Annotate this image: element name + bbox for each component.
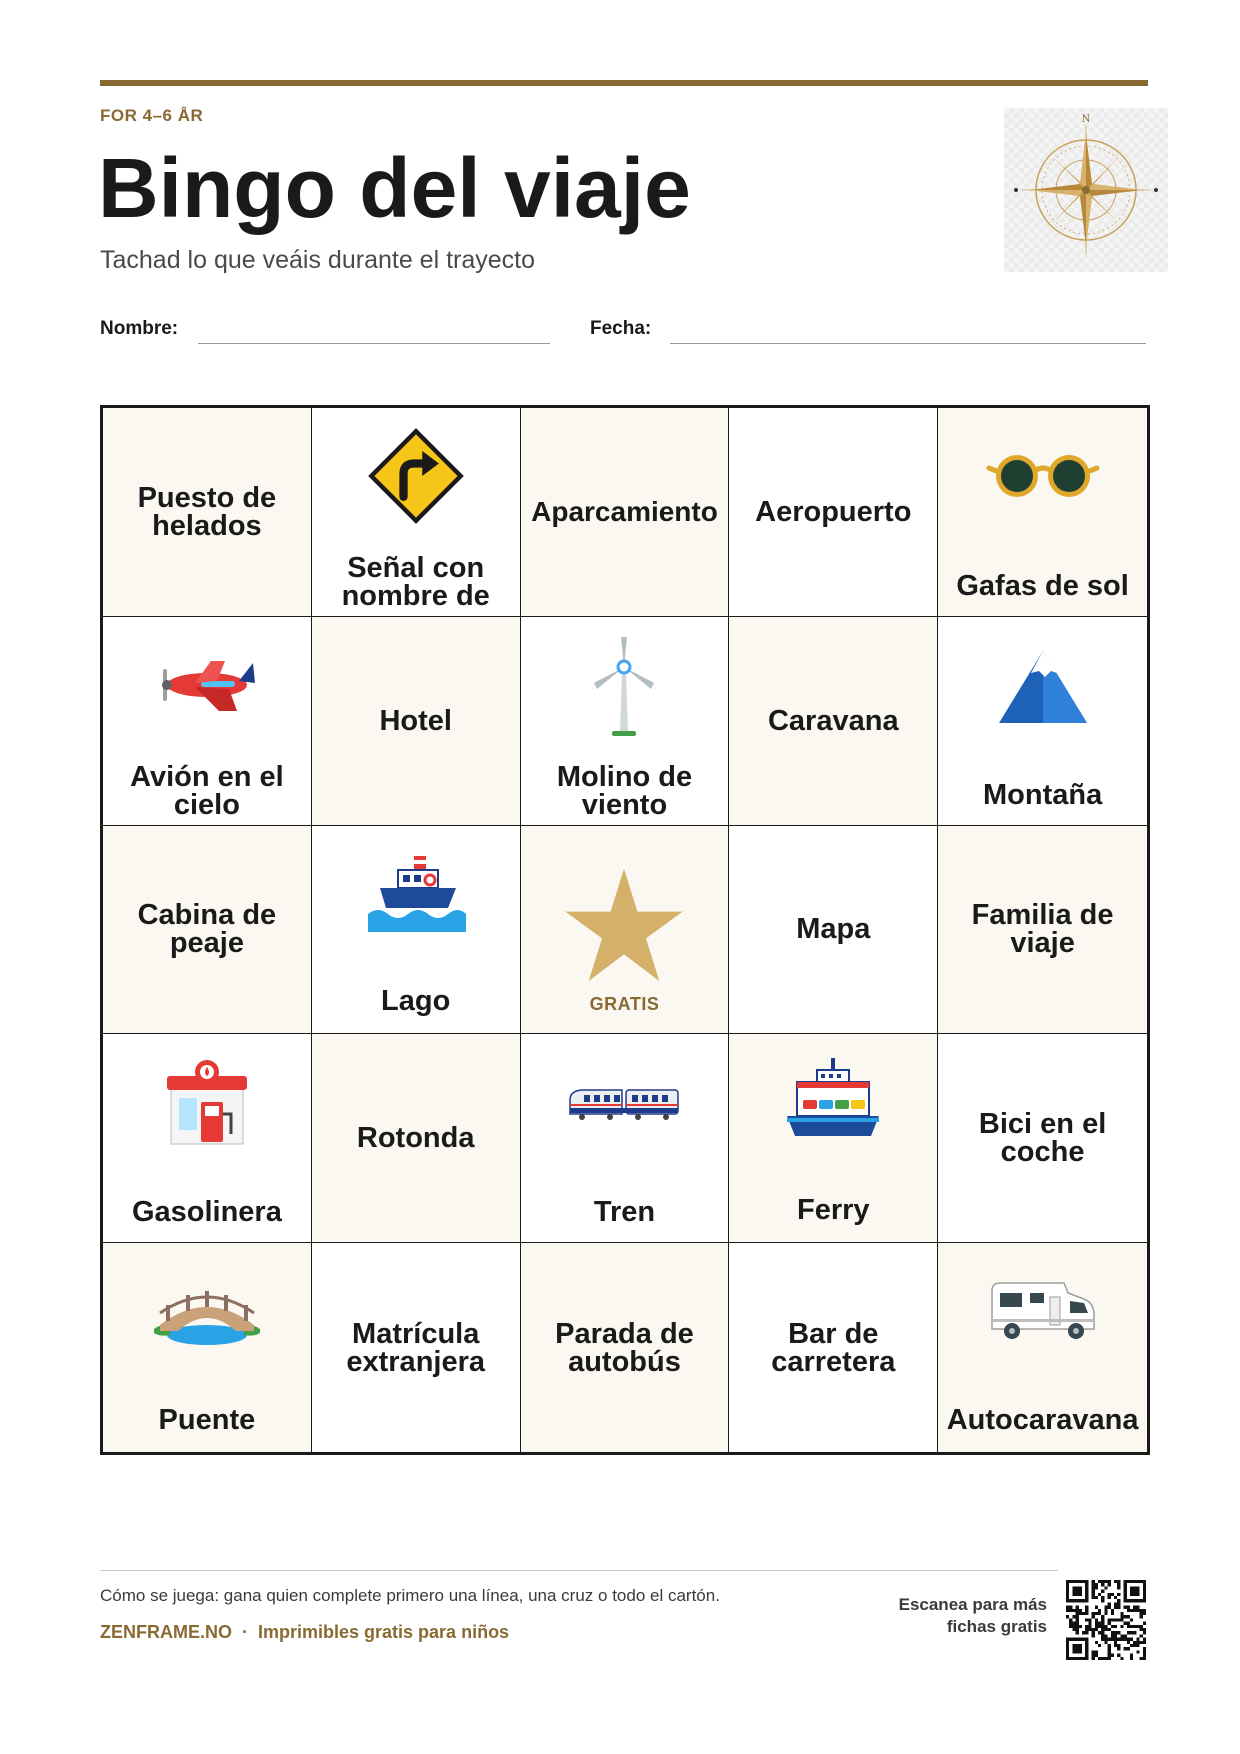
- footer-divider: [100, 1570, 1058, 1571]
- brand-tagline: Imprimibles gratis para niños: [258, 1622, 510, 1642]
- bingo-cell-map[interactable]: [729, 826, 938, 1035]
- bingo-cell-toll-booth[interactable]: [103, 826, 312, 1035]
- bingo-cell-windmill[interactable]: [521, 617, 730, 826]
- bridge-icon: [152, 1283, 262, 1347]
- boat-icon: [366, 854, 466, 938]
- mountain-icon: [995, 647, 1091, 727]
- cell-label: Tren: [593, 1196, 656, 1229]
- cell-label: Rotonda: [356, 1122, 475, 1155]
- free-label: GRATIS: [589, 994, 660, 1015]
- bingo-cell-roadside-bar[interactable]: [729, 1243, 938, 1452]
- airplane-icon: [157, 651, 257, 719]
- cell-label: Puente: [158, 1404, 256, 1436]
- bingo-cell-foreign-plate[interactable]: [312, 1243, 521, 1452]
- top-rule: [100, 80, 1148, 86]
- name-field[interactable]: [198, 343, 550, 344]
- wind-turbine-icon: [584, 633, 664, 741]
- bingo-cell-bridge[interactable]: [103, 1243, 312, 1452]
- cell-label: Cabina de peaje: [137, 899, 277, 960]
- how-to-play-text: Cómo se juega: gana quien complete primero una línea, una cruz o todo el cartón.: [100, 1586, 720, 1605]
- cell-label: Gafas de sol: [956, 569, 1129, 602]
- cell-label: Caravana: [767, 704, 899, 737]
- bingo-cell-parking[interactable]: [521, 408, 730, 617]
- page-title: Bingo del viaje: [98, 141, 691, 235]
- bingo-cell-road-sign[interactable]: [312, 408, 521, 617]
- bingo-cell-hotel[interactable]: [312, 617, 521, 826]
- brand-line: [100, 1622, 509, 1643]
- name-label: Nombre:: [100, 318, 179, 339]
- svg-text:N: N: [1081, 114, 1091, 125]
- bingo-cell-bus-stop[interactable]: [521, 1243, 730, 1452]
- cell-label: Mapa: [796, 913, 871, 946]
- cell-label: Familia de viaje: [971, 899, 1114, 960]
- bingo-cell-train[interactable]: [521, 1034, 730, 1243]
- bingo-cell-free[interactable]: [521, 826, 730, 1035]
- sunglasses-icon: [985, 446, 1101, 502]
- scan-text: Escanea para más fichas gratis: [898, 1595, 1047, 1636]
- bingo-cell-caravan[interactable]: [729, 617, 938, 826]
- bingo-cell-roundabout[interactable]: [312, 1034, 521, 1243]
- date-field[interactable]: [670, 343, 1146, 344]
- star-icon: [563, 866, 685, 984]
- cell-label: Bici en el coche: [978, 1108, 1107, 1169]
- cell-label: Hotel: [379, 704, 452, 737]
- cell-label: Gasolinera: [131, 1196, 282, 1229]
- bingo-cell-ice-cream[interactable]: [103, 408, 312, 617]
- page-subtitle: Tachad lo que veáis durante el trayecto: [100, 246, 535, 274]
- cell-label: Lago: [381, 985, 451, 1018]
- cell-label: Señal con nombre de: [341, 551, 490, 612]
- cell-label: Aparcamiento: [531, 495, 718, 527]
- motorhome-icon: [988, 1279, 1098, 1343]
- cell-label: Parada de autobús: [555, 1317, 694, 1378]
- cell-label: Montaña: [982, 778, 1103, 811]
- bingo-cell-airplane[interactable]: [103, 617, 312, 826]
- bingo-cell-sunglasses[interactable]: [938, 408, 1147, 617]
- brand-link[interactable]: ZENFRAME.NO: [100, 1622, 232, 1642]
- bingo-cell-gas-station[interactable]: [103, 1034, 312, 1243]
- brand-separator: ·: [242, 1622, 248, 1642]
- cell-label: Matrícula extranjera: [346, 1317, 486, 1378]
- bingo-grid: [100, 405, 1150, 1455]
- bingo-cell-airport[interactable]: [729, 408, 938, 617]
- bingo-cell-bike-on-car[interactable]: [938, 1034, 1147, 1243]
- cell-label: Bar de carretera: [771, 1317, 896, 1378]
- cell-label: Puesto de helados: [137, 481, 277, 542]
- bingo-cell-lake[interactable]: [312, 826, 521, 1035]
- ferry-icon: [783, 1056, 883, 1146]
- bingo-cell-mountain[interactable]: [938, 617, 1147, 826]
- bingo-cell-family[interactable]: [938, 826, 1147, 1035]
- train-icon: [568, 1084, 680, 1124]
- cell-label: Avión en el cielo: [130, 760, 284, 821]
- bingo-cell-motorhome[interactable]: [938, 1243, 1147, 1452]
- cell-label: Molino de viento: [556, 760, 693, 821]
- cell-label: Aeropuerto: [755, 495, 912, 528]
- cell-label: Autocaravana: [946, 1404, 1139, 1436]
- bingo-cell-ferry[interactable]: [729, 1034, 938, 1243]
- age-label: FOR 4–6 ÅR: [100, 106, 204, 125]
- road-sign-icon: [364, 424, 468, 528]
- date-label: Fecha:: [590, 318, 652, 339]
- qr-code[interactable]: [1066, 1580, 1146, 1660]
- compass-rose-icon: [1004, 108, 1168, 272]
- cell-label: Ferry: [797, 1194, 870, 1227]
- gas-station-icon: [161, 1058, 253, 1150]
